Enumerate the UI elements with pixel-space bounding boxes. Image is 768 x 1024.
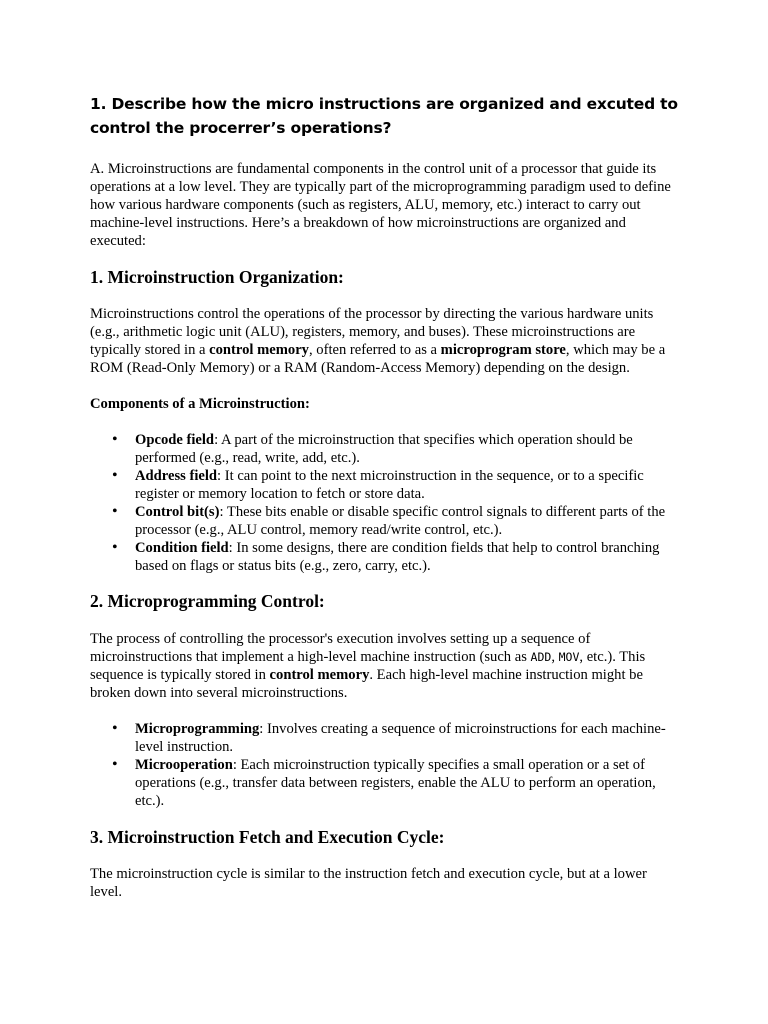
question-title: 1. Describe how the micro instructions are organized and excuted to control the procerrer’s operations? — [90, 95, 678, 137]
section-1-paragraph: Microinstructions control the operations of the processor by directing the various hardware units (e.g., arithmetic logic unit (ALU), registers, memory, and buses). These microinstructions are typically stored in a control memory, often referred to as a microprogram store, which may be a ROM (Read-Only Memory) or a RAM (Random-Access Memory) depending on the design. — [90, 306, 666, 376]
code-add: ADD — [530, 650, 552, 664]
term-microprogram-store: microprogram store — [440, 342, 566, 358]
section-2-heading: 2. Microprogramming Control: — [90, 591, 325, 611]
list-item: • Microoperation: Each microinstruction typically specifies a small operation or a set of operations (e.g., transfer data between registers, enable the ALU to perform an operation, etc.). — [90, 756, 682, 810]
list-item: • Condition field: In some designs, there are condition fields that help to control branching based on flags or status bits (e.g., zero, carry, etc.). — [90, 539, 682, 575]
components-heading: Components of a Microinstruction: — [90, 396, 310, 412]
microprogramming-list — [90, 720, 682, 810]
section-3-paragraph: The microinstruction cycle is similar to the instruction fetch and execution cycle, but at a lower level. — [90, 866, 647, 900]
list-item: • Address field: It can point to the next microinstruction in the sequence, or to a specific register or memory location to fetch or store data. — [90, 467, 682, 503]
list-item: • Opcode field: A part of the microinstruction that specifies which operation should be performed (e.g., read, write, add, etc.). — [90, 431, 682, 467]
intro-paragraph: A. Microinstructions are fundamental components in the control unit of a processor that guide its operations at a low level. They are typically part of the microprogramming paradigm used to define how various hardware components (such as registers, ALU, memory, etc.) interact to carry out machine-level instructions. Here’s a breakdown of how microinstructions are organized and executed: — [90, 161, 671, 249]
section-3-heading: 3. Microinstruction Fetch and Execution Cycle: — [90, 827, 445, 847]
term-control-memory-2: control memory — [269, 667, 370, 683]
term-control-memory: control memory — [209, 342, 309, 358]
section-1-heading: 1. Microinstruction Organization: — [90, 267, 344, 287]
components-list — [90, 431, 682, 575]
code-mov: MOV — [558, 650, 580, 664]
section-2-paragraph: The process of controlling the processor's execution involves setting up a sequence of microinstructions that implement a high-level machine instruction (such as ADD, MOV, etc.). This sequence is typically stored in control memory. Each high-level machine instruction might be broken down into several microinstructions. — [90, 631, 646, 701]
list-item: • Control bit(s): These bits enable or disable specific control signals to different parts of the processor (e.g., ALU control, memory read/write control, etc.). — [90, 503, 682, 539]
list-item: • Microprogramming: Involves creating a sequence of microinstructions for each machine-level instruction. — [90, 720, 682, 756]
